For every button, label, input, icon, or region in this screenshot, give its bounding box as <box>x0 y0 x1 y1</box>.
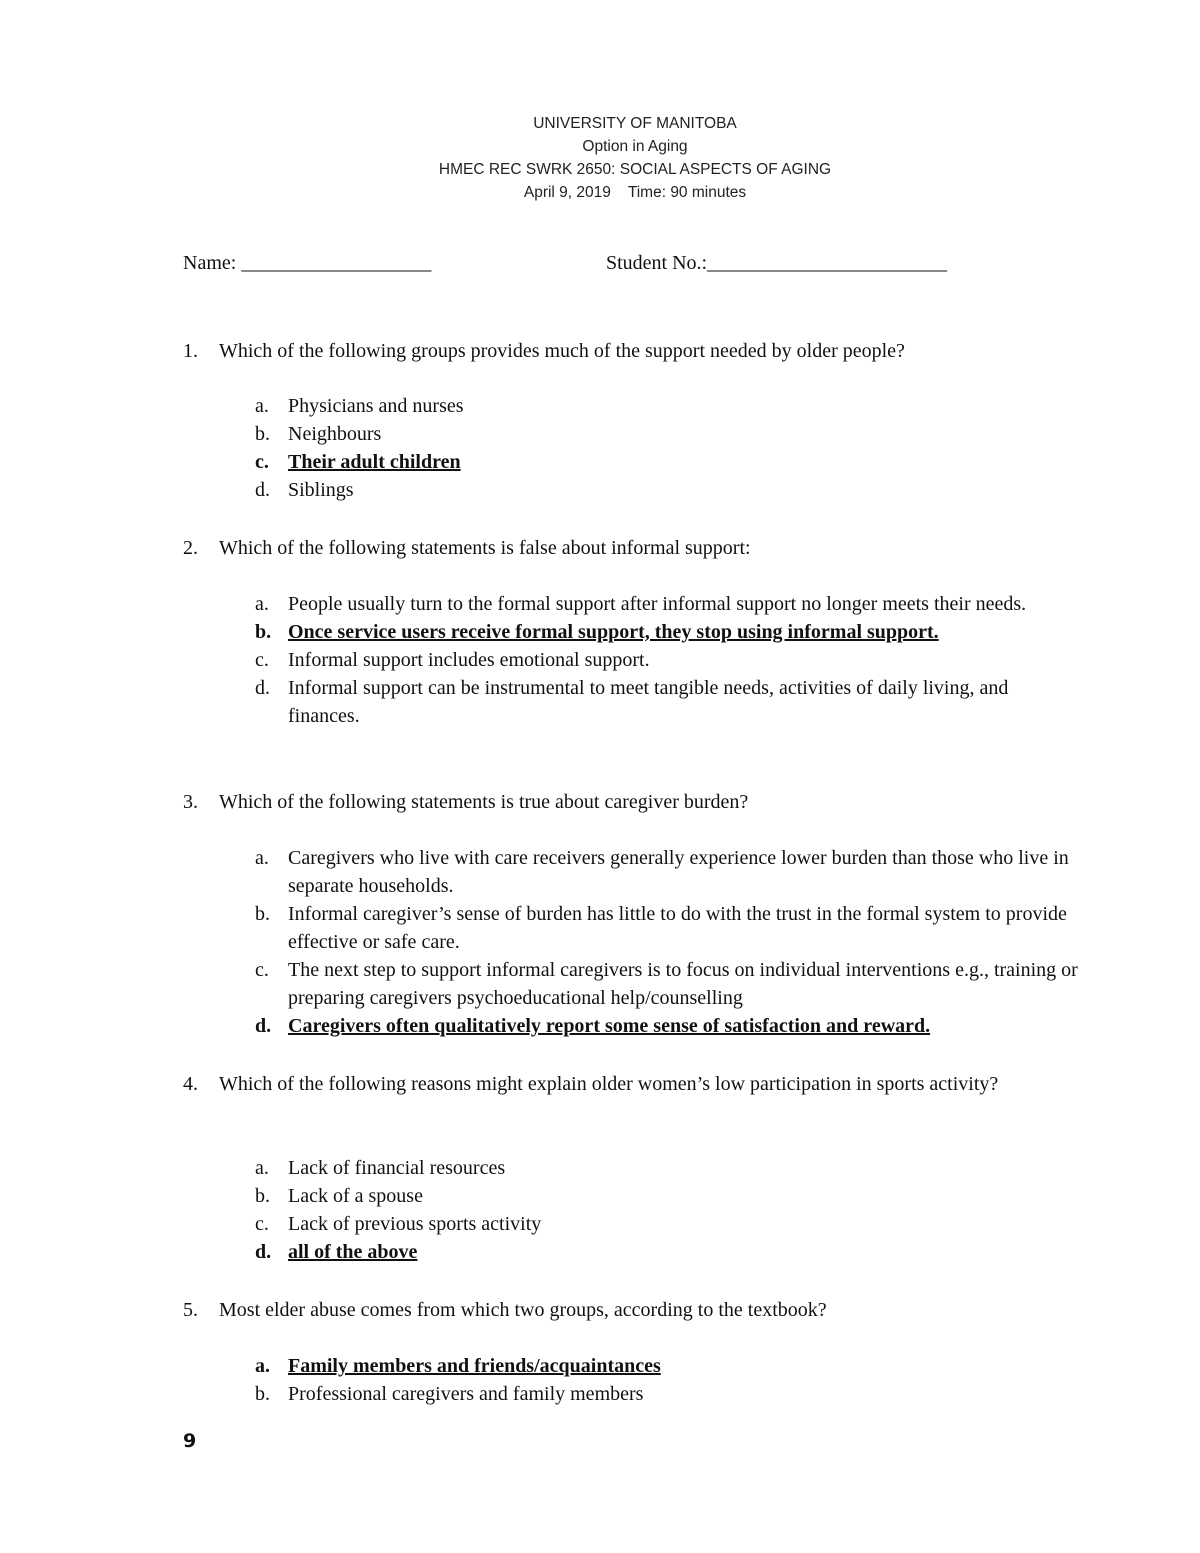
question-number: 5. <box>183 1299 198 1321</box>
question-4-options <box>255 1154 1095 1266</box>
name-label: Name: <box>183 252 237 274</box>
question-2 <box>183 534 1083 562</box>
question-text: Most elder abuse comes from which two groups, according to the textbook? <box>219 1299 827 1321</box>
question-1-options <box>255 392 1095 504</box>
option-b: b. Informal caregiver’s sense of burden has little to do with the trust in the formal system to provide effective or safe care. <box>255 903 1067 953</box>
option-a: a. Lack of financial resources <box>255 1157 506 1179</box>
option-a: a. Caregivers who live with care receivers generally experience lower burden than those who live in separate households. <box>255 847 1069 897</box>
question-number: 3. <box>183 791 198 813</box>
option-c: c. Lack of previous sports activity <box>255 1213 542 1235</box>
question-text: Which of the following statements is true about caregiver burden? <box>219 791 749 813</box>
question-number: 2. <box>183 537 198 559</box>
question-3 <box>183 788 1083 816</box>
question-1 <box>183 337 1083 365</box>
option-b: b. Lack of a spouse <box>255 1185 423 1207</box>
option-b-correct: b. Once service users receive formal support, they stop using informal support. <box>255 621 939 643</box>
option-d: d. Informal support can be instrumental to meet tangible needs, activities of daily living, and finances. <box>255 677 1009 727</box>
exam-date-time: April 9, 2019 Time: 90 minutes <box>523 184 747 201</box>
university-name: UNIVERSITY OF MANITOBA <box>533 115 737 132</box>
option-d-correct: d. Caregivers often qualitatively report some sense of satisfaction and reward. <box>255 1015 931 1037</box>
student-number-field <box>606 252 947 275</box>
option-b: b. Professional caregivers and family members <box>255 1383 644 1405</box>
exam-header <box>0 112 1200 204</box>
name-blank: ___________________ <box>241 252 432 274</box>
option-d-correct: d. all of the above <box>255 1241 418 1263</box>
option-c: c. Informal support includes emotional support. <box>255 649 650 671</box>
page-number: 9 <box>183 1430 197 1452</box>
course-title: HMEC REC SWRK 2650: SOCIAL ASPECTS OF AGING <box>438 161 832 178</box>
question-3-options <box>255 844 1095 1040</box>
program-name: Option in Aging <box>582 138 688 155</box>
question-text: Which of the following reasons might explain older women’s low participation in sports activity? <box>219 1073 999 1095</box>
question-text: Which of the following groups provides much of the support needed by older people? <box>219 340 905 362</box>
student-number-blank: ________________________ <box>707 252 948 274</box>
option-a-correct: a. Family members and friends/acquaintances <box>255 1355 661 1377</box>
question-number: 4. <box>183 1073 198 1095</box>
option-c-correct: c. Their adult children <box>255 451 461 473</box>
name-field <box>183 252 431 275</box>
option-b: b. Neighbours <box>255 423 382 445</box>
option-d: d. Siblings <box>255 479 354 501</box>
option-c: c. The next step to support informal caregivers is to focus on individual interventions e.g., training or preparing caregivers psychoeducational help/counselling <box>255 959 1078 1009</box>
student-number-label: Student No.: <box>606 252 708 274</box>
option-a: a. Physicians and nurses <box>255 395 464 417</box>
question-2-options <box>255 590 1045 730</box>
option-a: a. People usually turn to the formal support after informal support no longer meets their needs. <box>255 593 1027 615</box>
question-5 <box>183 1296 1083 1324</box>
question-4 <box>183 1070 1063 1098</box>
question-number: 1. <box>183 340 198 362</box>
question-text: Which of the following statements is false about informal support: <box>219 537 751 559</box>
question-5-options <box>255 1352 1095 1408</box>
